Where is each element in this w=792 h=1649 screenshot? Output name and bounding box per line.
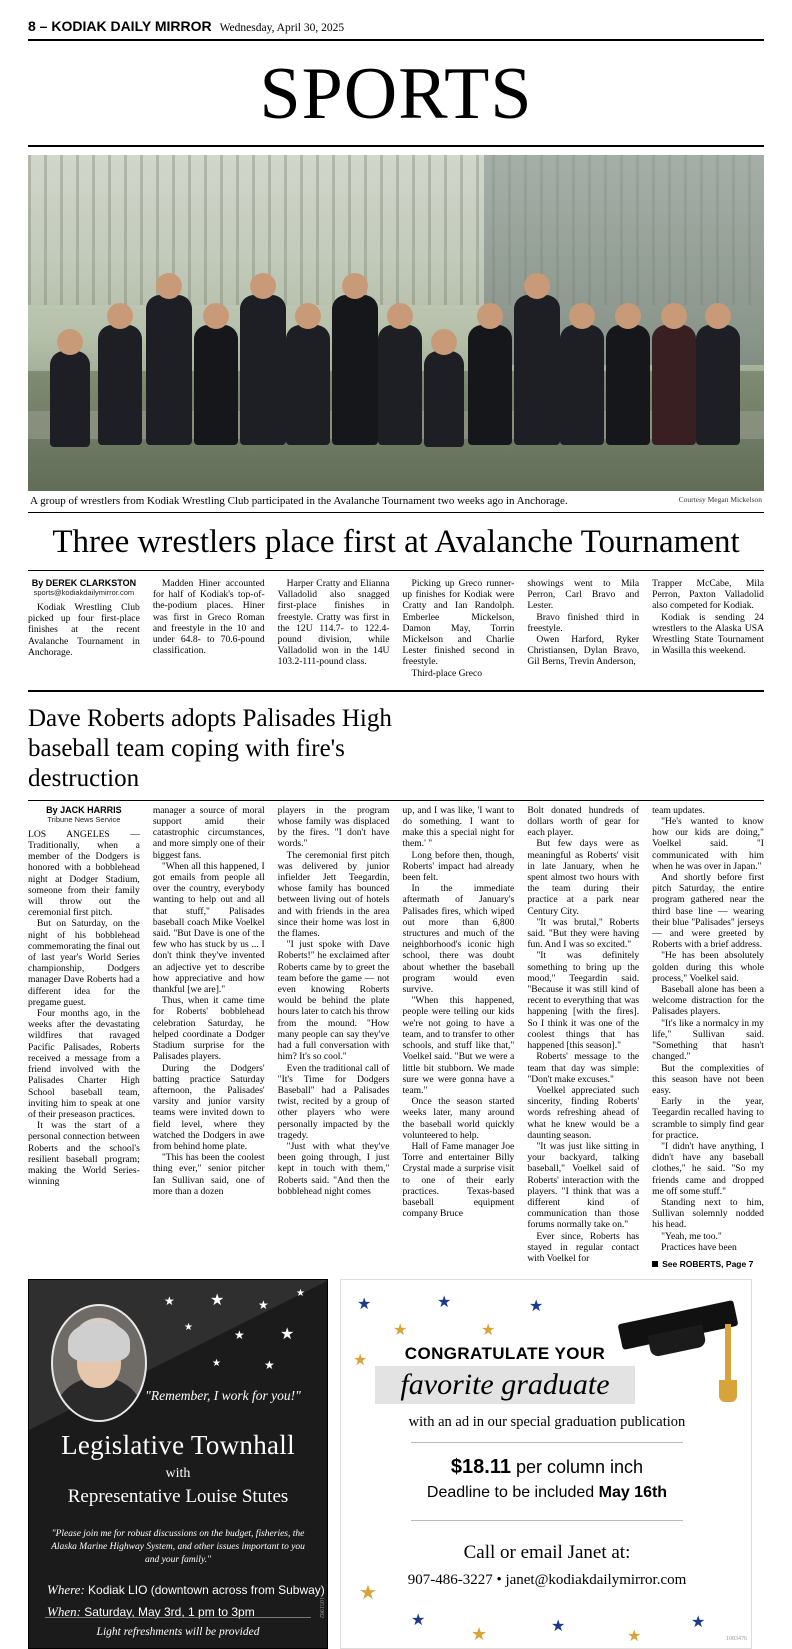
confetti-star-icon: ★ bbox=[529, 1297, 544, 1315]
paragraph: But the complexities of this season have not been easy. bbox=[652, 1062, 764, 1096]
ad-price-amount: $18.11 bbox=[450, 1455, 511, 1478]
story2-col-2 bbox=[153, 805, 265, 1269]
story2-col-4 bbox=[402, 805, 514, 1269]
paragraph: Bravo finished third in freestyle. bbox=[527, 611, 640, 634]
ad-refreshments-note: Light refreshments will be provided bbox=[45, 1617, 311, 1638]
confetti-star-icon: ★ bbox=[627, 1627, 642, 1645]
story2-col-3 bbox=[278, 805, 390, 1269]
ad-where-line bbox=[47, 1582, 325, 1598]
story1-col-5 bbox=[527, 578, 639, 679]
when-value: Saturday, May 3rd, 1 pm to 3pm bbox=[84, 1604, 255, 1619]
paragraph: Even the traditional call of "It's Time for Dodgers Baseball" had a Palisades twist, recited by a group of other players who were personally impacted by the tragedy. bbox=[277, 1062, 390, 1141]
ad-deadline bbox=[361, 1484, 733, 1502]
paragraph: "It was brutal," Roberts said. "But they were having fun. And I was so excited." bbox=[527, 916, 640, 951]
ad-call-label: Call or email Janet at: bbox=[463, 1541, 631, 1563]
dateline: Wednesday, April 30, 2025 bbox=[219, 22, 345, 34]
story1-col-3 bbox=[278, 578, 390, 679]
ad-tracking-code: 1051982 bbox=[318, 1596, 324, 1618]
paragraph: "He has been absolutely golden during this whole process," Voelkel said. bbox=[652, 950, 764, 984]
ad-congratulate-headline: CONGRATULATE YOUR bbox=[404, 1343, 606, 1363]
paragraph: But on Saturday, on the night of his bobblehead commemorating the final out of last year's World Series championship, Dodgers manager Dave Roberts had a different idea for the pregame guest. bbox=[28, 918, 140, 1008]
paragraph: "When all this happened, I got emails from people all over the country, everybody wanting to help out and all that stuff," Palisades baseball coach Mike Voelkel said. "But Dave is one of the few who has stuck by us ... I don't think they've invented an adjective yet to describe how appreciative and how thankful [we are]." bbox=[152, 860, 265, 996]
story1-col-1 bbox=[28, 578, 140, 679]
ad-deadline-date: May 16th bbox=[598, 1483, 668, 1501]
masthead bbox=[28, 0, 764, 41]
paragraph: manager a source of moral support amid their catastrophic circumstances, and more simply one of their biggest fans. bbox=[152, 804, 265, 861]
story1-byline-email: sports@kodiakdailymirror.com bbox=[33, 588, 135, 597]
paragraph: "He's wanted to know how our kids are doing," Voelkel said. "I communicated with him when he was over in Japan." bbox=[652, 816, 764, 872]
paragraph: "Just with what they've been going through, I just kept in touch with them," Roberts said. "And then the bobblehead night comes bbox=[277, 1140, 390, 1197]
paragraph: Third-place Greco bbox=[411, 667, 483, 679]
story2-columns bbox=[28, 801, 764, 1269]
ad-representative-name: Representative Louise Stutes bbox=[67, 1485, 289, 1507]
ad-favorite-graduate: favorite graduate bbox=[375, 1366, 635, 1404]
ad-subhead: with an ad in our special graduation publication bbox=[408, 1413, 686, 1430]
section-title: SPORTS bbox=[259, 53, 533, 135]
paragraph: Picking up Greco runner-up finishes for Kodiak were Cratty and Ian Randolph. Emberlee Mickelson, Damon May, Torrin Mickelson and Charlie Lester finished second in freestyle. bbox=[402, 578, 515, 668]
story2-col-6 bbox=[652, 805, 764, 1269]
story2-col-5 bbox=[527, 805, 639, 1269]
photo-credit: Courtesy Megan Mickelson bbox=[678, 495, 762, 504]
photo-caption: A group of wrestlers from Kodiak Wrestling Club participated in the Avalanche Tournament two weeks ago in Anchorage. bbox=[30, 495, 568, 507]
paragraph: Trapper McCabe, Mila Perron, Paxton Valladolid also competed for Kodiak. bbox=[652, 578, 764, 612]
folio: 8 – KODIAK DAILY MIRROR bbox=[28, 18, 212, 34]
paragraph: "I just spoke with Dave Roberts!" he exclaimed after Roberts came by to greet the team before the game — not even knowing Roberts would be behind the plate hours later to catch his throw from the mound. "How many people can say they've had a full conversation with him? It's so cool." bbox=[277, 939, 390, 1063]
confetti-star-icon: ★ bbox=[411, 1611, 426, 1629]
paragraph: Harper Cratty and Elianna Valladolid also snagged first-place finishes in freestyle. Cratty was first in the 12U 114.7- to 122.4-pound division, while Valladolid won in the 14U 103.2-111-pound class. bbox=[277, 578, 390, 668]
paragraph: team updates. bbox=[652, 804, 705, 816]
paragraph: Owen Harford, Ryker Christiansen, Dylan Bravo, Gil Berns, Trevin Anderson, bbox=[527, 634, 640, 668]
ad-price bbox=[361, 1456, 733, 1479]
paragraph: "It was definitely something to bring up the mood," Teegardin said. "Because it was still kind of recent to everything that was happening [with the fires]. So I think it was one of the coolest things that has happened [this season]." bbox=[527, 950, 640, 1052]
lead-photo-block bbox=[28, 155, 764, 513]
paragraph: Bolt donated hundreds of dollars worth of gear for each player. bbox=[527, 804, 640, 839]
paragraph: Voelkel appreciated such sincerity, finding Roberts' words refreshing ahead of what he knew would be a daunting season. bbox=[527, 1084, 640, 1141]
paragraph: Thus, when it came time for Roberts' bobblehead celebration Saturday, he helped coordinate a Dodger Stadium surprise for the Palisades players. bbox=[152, 995, 265, 1063]
confetti-star-icon: ★ bbox=[357, 1295, 372, 1313]
confetti-star-icon: ★ bbox=[437, 1293, 452, 1311]
story2-headline: Dave Roberts adopts Palisades High baseball team coping with fire's destruction bbox=[28, 704, 392, 792]
story1-col-2 bbox=[153, 578, 265, 679]
story-jump-line[interactable] bbox=[652, 1259, 764, 1269]
where-value: Kodiak LIO (downtown across from Subway) bbox=[88, 1582, 325, 1597]
photo-caption-bar bbox=[28, 491, 764, 513]
ad-tracking-code: 1083476 bbox=[726, 1635, 747, 1642]
paragraph: Standing next to him, Sullivan solemnly nodded his head. bbox=[652, 1196, 764, 1231]
graduation-cap-icon bbox=[619, 1294, 739, 1372]
paragraph: "When this happened, people were telling our kids we're not going to have a team, and to transfer to other schools, and stuff like that," Voelkel said. "But we were a little bit stubborn. We made sure we were gonna have a team." bbox=[402, 995, 515, 1096]
when-label: When: bbox=[47, 1603, 81, 1619]
story2-col-1 bbox=[28, 805, 140, 1269]
paragraph: Four months ago, in the weeks after the devastating wildfires that ravaged Pacific Palisades, Roberts received a message from a friend involved with the Palisades Charter High School baseball team, inviting him to speak at one of their preseason practices. bbox=[28, 1008, 140, 1120]
paragraph: "Yeah, me too." bbox=[661, 1230, 722, 1242]
paragraph: Ever since, Roberts has stayed in regular contact with Voelkel for bbox=[527, 1230, 640, 1264]
ad-deadline-label: Deadline to be included bbox=[426, 1483, 599, 1501]
story1-col-4 bbox=[402, 578, 514, 679]
lead-photo bbox=[28, 155, 764, 491]
paragraph: Baseball alone has been a welcome distraction for the Palisades players. bbox=[652, 984, 764, 1018]
ad-invitation-text: "Please join me for robust discussions on the budget, fisheries, the Alaska Marine Highway System, and other issues important to you and your family." bbox=[51, 1528, 305, 1565]
rule-under-section bbox=[28, 145, 764, 147]
story1-col-6 bbox=[652, 578, 764, 679]
paragraph: Once the season started weeks later, many around the baseball world quickly volunteered to help. bbox=[402, 1096, 515, 1141]
paragraph: Roberts' message to the team that day was simple: "Don't make excuses." bbox=[527, 1051, 640, 1085]
confetti-star-icon: ★ bbox=[353, 1351, 368, 1369]
story1-headline: Three wrestlers place first at Avalanche Tournament bbox=[52, 524, 740, 560]
paragraph: Hall of Fame manager Joe Torre and entertainer Billy Crystal made a surprise visit to one of their early practices. Texas-based baseball equipment company Bruce bbox=[402, 1140, 515, 1220]
stars-decoration: ★ ★ ★ ★ ★ ★ ★ ★ ★ bbox=[164, 1287, 305, 1372]
paragraph: showings went to Mila Perron, Carl Bravo and Lester. bbox=[527, 578, 640, 612]
ad-price-unit: per column inch bbox=[511, 1456, 644, 1477]
confetti-star-icon: ★ bbox=[359, 1581, 377, 1604]
paragraph: "It's like a normalcy in my life," Sullivan said. "Something that hasn't changed." bbox=[652, 1017, 764, 1063]
confetti-star-icon: ★ bbox=[551, 1617, 566, 1635]
paragraph: But few days were as meaningful as Roberts' visit in late January, when he spent almost two hours with the team during their practice at a park near Century City. bbox=[527, 838, 640, 917]
ad-legislative-townhall[interactable] bbox=[28, 1279, 328, 1649]
paragraph: "It was just like sitting in your backyard, talking baseball," Voelkel said of Roberts' interaction with the players. "I think that was a different kind of communication than those forums normally take on." bbox=[527, 1140, 640, 1231]
ad-title: Legislative Townhall bbox=[61, 1429, 295, 1460]
paragraph: In the immediate aftermath of January's Palisades fires, which wiped out more than 6,800 structures and much of the neighborhood's iconic high school, there was doubt about whether the baseball program would even survive. bbox=[402, 883, 515, 996]
paragraph: The ceremonial first pitch was delivered by junior infielder Jett Teegardin, whose family has bounced between living out of hotels and with friends in the area since their home was lost in the flames. bbox=[277, 849, 390, 940]
confetti-star-icon: ★ bbox=[691, 1613, 706, 1631]
where-label: Where: bbox=[47, 1581, 85, 1597]
paragraph: Kodiak Wrestling Club picked up four first-place finishes at the recent Avalanche Tournament in Anchorage. bbox=[28, 602, 140, 658]
ad-quote: "Remember, I work for you!" bbox=[145, 1387, 301, 1403]
paragraph: up, and I was like, 'I want to do something. I want to make this a special night for them.' " bbox=[402, 804, 515, 850]
ad-graduation[interactable] bbox=[340, 1279, 752, 1649]
paragraph: Early in the year, Teegardin recalled having to scramble to simply find gear for practice. bbox=[652, 1096, 764, 1141]
confetti-star-icon: ★ bbox=[471, 1623, 488, 1644]
paragraph: "This has been the coolest thing ever," senior pitcher Ian Sullivan said, one of more than a dozen bbox=[152, 1152, 265, 1197]
ad-with-label: with bbox=[165, 1465, 191, 1481]
confetti-star-icon: ★ bbox=[393, 1321, 408, 1339]
paragraph: And shortly before first pitch Saturday, the entire program gathered near the third base line — wearing their blue "Palisades" jerseys — and were greeted by Roberts with a brief address. bbox=[652, 872, 764, 951]
paragraph: During the Dodgers' batting practice Saturday afternoon, the Palisades' varsity and junior varsity teams were invited down to field level, where they watched the Dodgers in awe from behind home plate. bbox=[152, 1062, 265, 1152]
story1-byline: By DEREK CLARKSTON bbox=[31, 578, 137, 588]
representative-portrait bbox=[51, 1304, 147, 1422]
divider bbox=[411, 1442, 683, 1443]
paragraph: players in the program whose family was displaced by the fires. "I don't have words." bbox=[277, 804, 390, 850]
jump-square-icon bbox=[652, 1261, 658, 1267]
paragraph: "I didn't have anything, I didn't have any baseball clothes," he said. "So my friends came and dropped me off some stuff." bbox=[652, 1140, 764, 1197]
story2-byline-service: Tribune News Service bbox=[47, 814, 121, 824]
paragraph: Madden Hiner accounted for half of Kodiak's top-of-the-podium places. Hiner was first in Greco Roman and freestyle in the 10 and under 64.8- to 70.6-pound classification. bbox=[152, 578, 265, 657]
ad-contact-info[interactable]: 907-486-3227 • janet@kodiakdailymirror.com bbox=[407, 1571, 687, 1588]
paragraph: Long before then, though, Roberts' impact had already been felt. bbox=[402, 849, 515, 884]
jump-label: See ROBERTS, Page 7 bbox=[662, 1258, 754, 1269]
story2-byline: By JACK HARRIS bbox=[46, 804, 122, 815]
paragraph: LOS ANGELES — Traditionally, when a member of the Dodgers is honored with a bobblehead night at Dodger Stadium, someone from their family will throw out the ceremonial first pitch. bbox=[28, 828, 140, 919]
confetti-star-icon: ★ bbox=[481, 1321, 496, 1339]
divider bbox=[411, 1520, 683, 1521]
paragraph: Practices have been bbox=[661, 1241, 737, 1253]
paragraph: Kodiak is sending 24 wrestlers to the Alaska USA Wrestling State Tournament in Wasilla this weekend. bbox=[652, 611, 764, 657]
ad-row bbox=[28, 1279, 764, 1649]
paragraph: It was the start of a personal connection between Roberts and the school's resilient baseball program; making the World Series-winning bbox=[28, 1120, 140, 1188]
story1-columns bbox=[28, 571, 764, 688]
